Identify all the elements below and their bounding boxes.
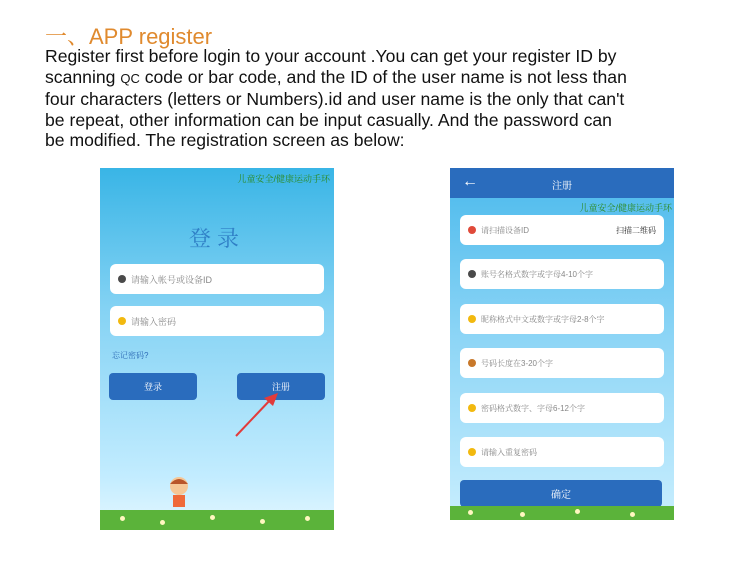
- slogan-text: 儿童安全/健康运动手环: [579, 203, 672, 213]
- slogan-text: 儿童安全/健康运动手环: [237, 174, 330, 184]
- lock-icon: [468, 404, 476, 412]
- forgot-password-link[interactable]: 忘记密码?: [112, 351, 149, 360]
- grass-decoration: [100, 510, 334, 530]
- confirm-button[interactable]: 确定: [460, 480, 662, 507]
- login-title: 登录: [188, 226, 245, 251]
- nickname-placeholder: 昵称格式中文或数字或字母2-8个字: [481, 314, 605, 324]
- scan-icon: [468, 226, 476, 234]
- user-icon: [118, 275, 126, 283]
- device-id-input[interactable]: [460, 215, 664, 245]
- register-button[interactable]: 注册: [237, 373, 325, 400]
- nickname-input[interactable]: [460, 304, 664, 334]
- user-icon: [468, 270, 476, 278]
- star-icon: [468, 315, 476, 323]
- confirm-password-input[interactable]: [460, 437, 664, 467]
- top-bar: [450, 168, 674, 198]
- login-button[interactable]: 登录: [109, 373, 197, 400]
- description-paragraph: [45, 46, 745, 151]
- paragraph-line: scanning QC code or bar code, and the ID of the user name is not less than: [45, 66, 627, 87]
- account-input[interactable]: [110, 264, 324, 294]
- paragraph-line: Register first before login to your account .You can get your register ID by: [45, 46, 617, 66]
- phone-placeholder: 号码长度在3-20个字: [481, 358, 554, 368]
- lock-icon: [468, 448, 476, 456]
- back-arrow-icon[interactable]: ←: [462, 173, 478, 190]
- paragraph-line: be modified. The registration screen as below:: [45, 130, 405, 150]
- lock-icon: [118, 317, 126, 325]
- scan-qr-link[interactable]: 扫描二维码: [616, 225, 656, 235]
- password-input[interactable]: [460, 393, 664, 423]
- section-heading: 一、APP register: [45, 24, 213, 49]
- device-id-placeholder: 请扫描设备ID: [481, 225, 529, 235]
- child-mascot-icon: [164, 474, 194, 514]
- paragraph-line: four characters (letters or Numbers).id and user name is the only that can't: [45, 89, 625, 109]
- account-name-placeholder: 账号名格式数字或字母4-10个字: [481, 269, 594, 279]
- account-name-input[interactable]: [460, 259, 664, 289]
- password-placeholder: 密码格式数字、字母6-12个字: [481, 403, 586, 413]
- register-screenshot: [450, 168, 674, 520]
- phone-input[interactable]: [460, 348, 664, 378]
- phone-icon: [468, 359, 476, 367]
- grass-decoration: [450, 506, 674, 520]
- login-screenshot: [100, 168, 334, 530]
- pointer-arrow-icon: [230, 392, 290, 442]
- account-placeholder: 请输入帐号或设备ID: [131, 274, 213, 285]
- confirm-password-placeholder: 请输入重复密码: [481, 447, 537, 457]
- register-title: 注册: [552, 181, 572, 192]
- password-input[interactable]: [110, 306, 324, 336]
- paragraph-line: be repeat, other information can be input casually. And the password can: [45, 109, 612, 130]
- password-placeholder: 请输入密码: [131, 316, 177, 327]
